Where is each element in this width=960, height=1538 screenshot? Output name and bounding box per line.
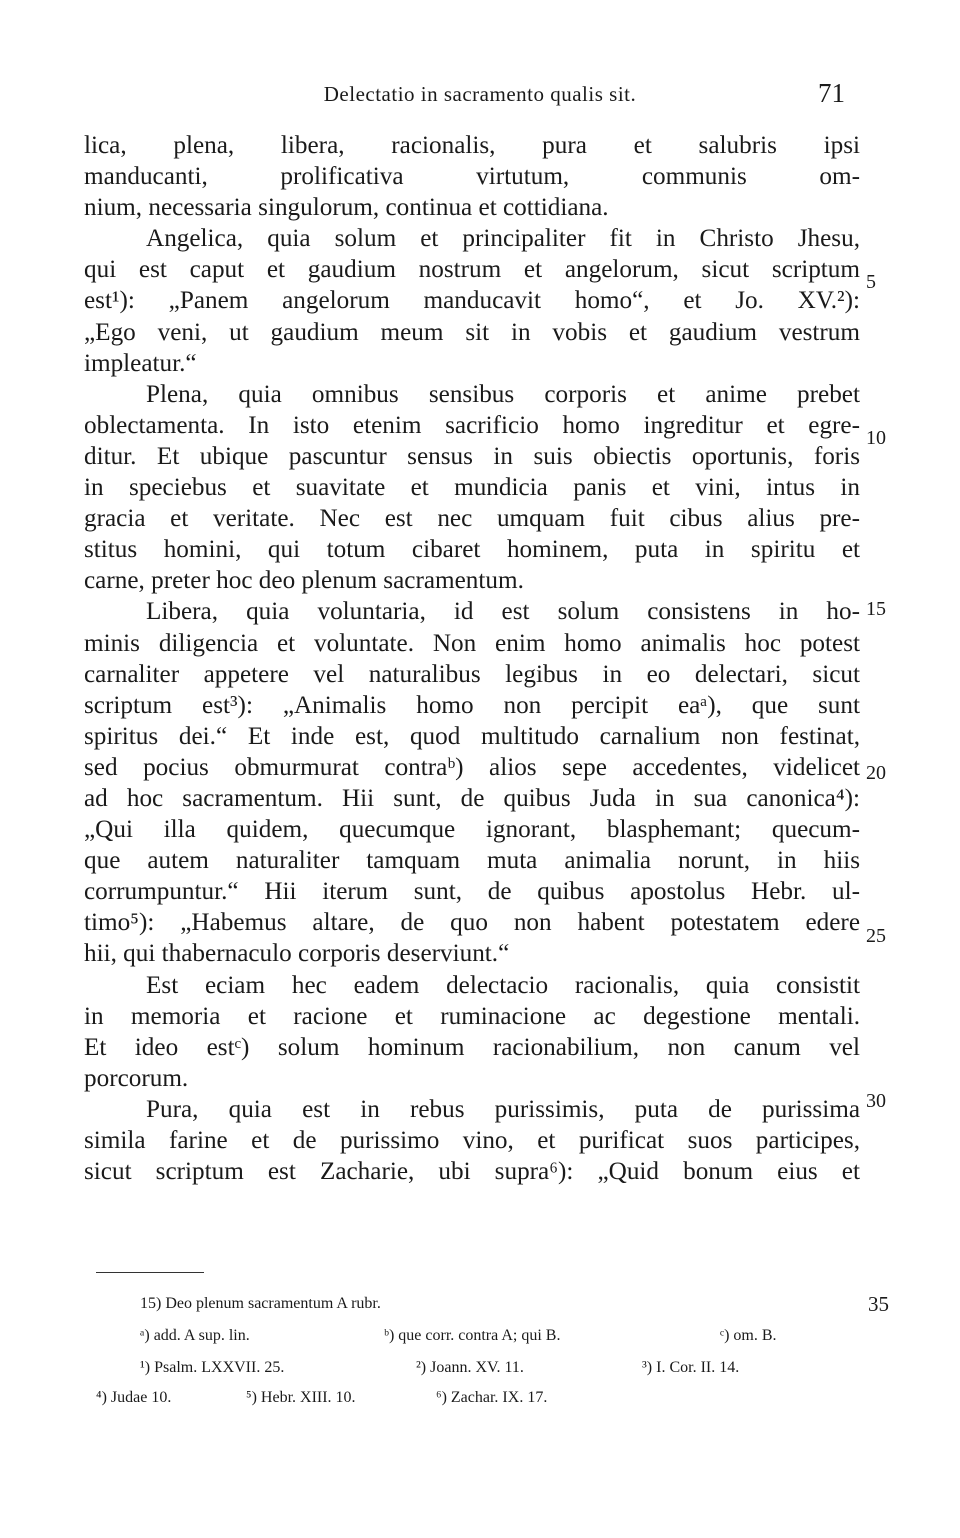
text-line: gracia et veritate. Nec est nec umquam fuit cibus alius pre- (84, 505, 860, 533)
text-line: ad hoc sacramentum. Hii sunt, de quibus Juda in sua canonica⁴): (84, 784, 860, 812)
text-line: stitus homini, qui totum cibaret hominem, puta in spiritu et (84, 536, 860, 564)
text-line: „Ego veni, ut gaudium meum sit in vobis et gaudium vestrum (84, 318, 860, 346)
text-line: que autem naturaliter tamquam muta animalia norunt, in hiis (84, 847, 860, 875)
page-number: 71 (818, 78, 845, 108)
line-number: 20 (866, 762, 886, 784)
line-number: 25 (866, 925, 886, 947)
running-header (0, 76, 960, 116)
line-number: 30 (866, 1090, 886, 1112)
line-number: 5 (866, 271, 876, 293)
text-line: carnaliter appetere vel naturalibus legibus in eo delectari, sicut (84, 660, 860, 688)
running-head-title: Delectatio in sacramento qualis sit. (323, 82, 637, 106)
text-line: Plena, quia omnibus sensibus corporis et anime prebet (146, 380, 860, 408)
footnote-ref-4: ⁴) Judae 10. (96, 1389, 172, 1406)
text-line: hii, qui thabernaculo corporis deserviunt.“ (84, 940, 510, 968)
main-text (84, 130, 860, 1187)
text-line: Est eciam hec eadem delectacio racionalis, quia consistit (146, 971, 860, 999)
footnote-ref-2: ²) Joann. XV. 11. (416, 1359, 524, 1376)
text-line: minis diligencia et voluntate. Non enim homo animalis hoc potest (84, 629, 860, 657)
text-line: in speciebus et suavitate et mundicia panis et vini, intus in (84, 474, 860, 502)
footnote-note-c: ᶜ) om. B. (720, 1327, 777, 1344)
text-line: Libera, quia voluntaria, id est solum consistens in ho- (146, 598, 860, 626)
text-line: scriptum est³): „Animalis homo non percipit eaᵃ), que sunt (84, 691, 860, 719)
text-line: sicut scriptum est Zacharie, ubi supra⁶): „Quid bonum eius et (84, 1158, 860, 1186)
text-line: Angelica, quia solum et principaliter fit in Christo Jhesu, (146, 225, 860, 253)
footnote-ref-6: ⁶) Zachar. IX. 17. (436, 1389, 548, 1406)
line-number: 10 (866, 427, 886, 449)
footnote-note-b: ᵇ) que corr. contra A; qui B. (384, 1327, 561, 1344)
footnote-ref-5: ⁵) Hebr. XIII. 10. (246, 1389, 356, 1406)
text-line: est¹): „Panem angelorum manducavit homo“, et Jo. XV.²): (84, 287, 860, 315)
text-line: manducanti, prolificativa virtutum, communis om- (84, 163, 860, 191)
footnote-line-number: 35 (868, 1292, 889, 1316)
text-line: impleatur.“ (84, 349, 197, 377)
footnote-ref-1: ¹) Psalm. LXXVII. 25. (140, 1359, 285, 1376)
text-line: qui est caput et gaudium nostrum et angelorum, sicut scriptum (84, 256, 860, 284)
text-line: spiritus dei.“ Et inde est, quod multitudo carnalium non festinat, (84, 722, 860, 750)
text-line: nium, necessaria singulorum, continua et cottidiana. (84, 194, 609, 222)
text-line: in memoria et racione et ruminacione ac degestione mentali. (84, 1002, 860, 1030)
footnote-note-a: ᵃ) add. A sup. lin. (140, 1327, 250, 1344)
text-line: Et ideo estᶜ) solum hominum racionabilium, non canum vel (84, 1033, 860, 1061)
footnote-variant: 15) Deo plenum sacramentum A rubr. (140, 1295, 381, 1312)
text-line: carne, preter hoc deo plenum sacramentum. (84, 567, 524, 595)
text-line: timo⁵): „Habemus altare, de quo non habent potestatem edere (84, 909, 860, 937)
text-line: corrumpuntur.“ Hii iterum sunt, de quibus apostolus Hebr. ul- (84, 878, 860, 906)
text-line: ditur. Et ubique pascuntur sensus in suis obiectis oportunis, foris (84, 442, 860, 470)
text-line: „Qui illa quidem, quecumque ignorant, blasphemant; quecum- (84, 816, 860, 844)
footnote-rule (96, 1272, 204, 1273)
text-line: lica, plena, libera, racionalis, pura et salubris ipsi (84, 132, 860, 159)
text-line: simila farine et de purissimo vino, et purificat suos participes, (84, 1127, 860, 1154)
text-line: porcorum. (84, 1064, 189, 1092)
line-number: 15 (866, 598, 886, 620)
footnote-ref-3: ³) I. Cor. II. 14. (642, 1359, 740, 1376)
text-line: oblectamenta. In isto etenim sacrificio homo ingreditur et egre- (84, 411, 860, 439)
text-line: sed pocius obmurmurat contraᵇ) alios sepe accedentes, videlicet (84, 753, 860, 781)
text-line: Pura, quia est in rebus purissimis, puta de purissima (146, 1095, 860, 1123)
